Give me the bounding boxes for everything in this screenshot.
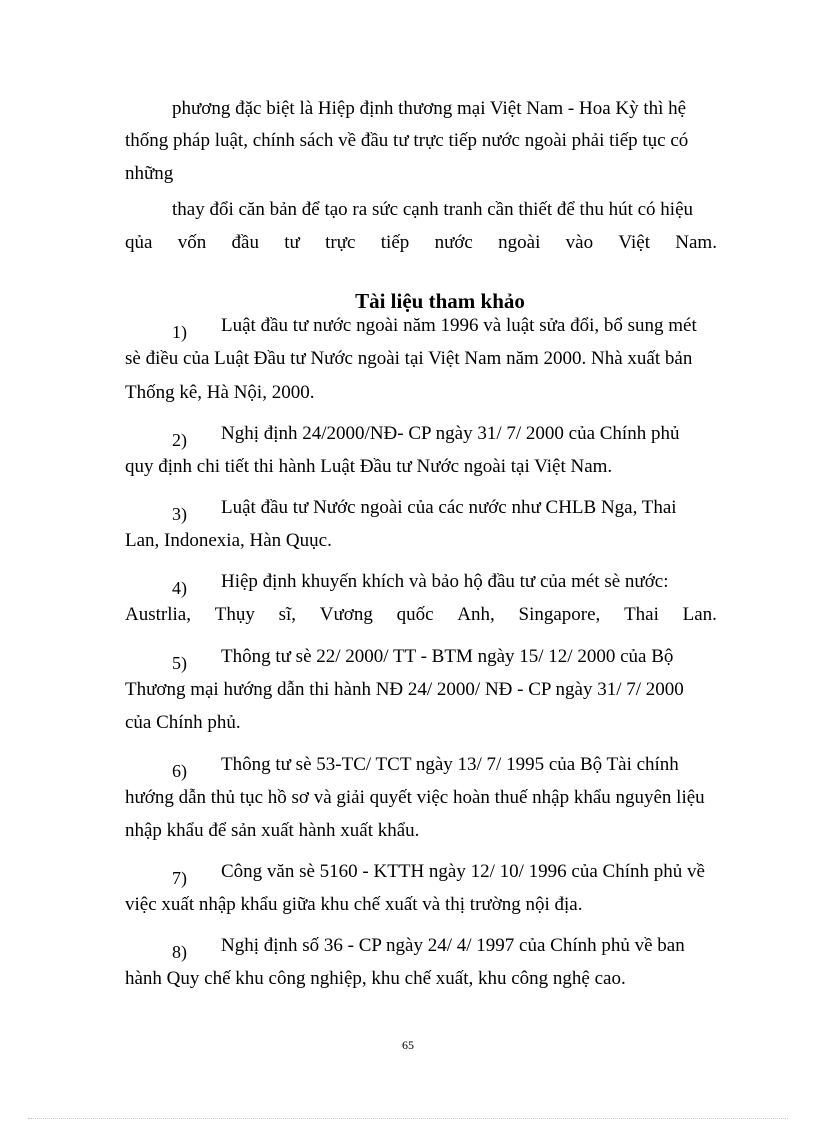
reference-3-line-1: Luật đầu tư Nước ngoài của các nước như CHLB Nga, Thai xyxy=(221,497,677,518)
intro-line-5-word: Việt xyxy=(618,232,650,253)
intro-line-5-word: trực xyxy=(325,232,356,253)
reference-6-line-1: Thông tư sè 53-TC/ TCT ngày 13/ 7/ 1995 của Bộ Tài chính xyxy=(221,754,679,775)
reference-number-8: 8) xyxy=(172,942,187,962)
intro-line-5-word: vốn xyxy=(177,232,207,253)
reference-4-line-2-word: quốc xyxy=(396,604,434,625)
reference-1-line-2: sè điều của Luật Đầu tư Nước ngoài tại Việt Nam năm 2000. Nhà xuất bản xyxy=(125,348,693,369)
reference-6-line-3: nhập khẩu để sản xuất hành xuất khẩu. xyxy=(125,820,420,841)
reference-4-line-2-word: Austrlia, xyxy=(125,604,191,625)
references-title: Tài liệu tham khảo xyxy=(355,289,525,313)
intro-line-5-word: nước xyxy=(434,232,473,253)
page-bottom-border xyxy=(28,1118,788,1119)
reference-4-line-2-word: sĩ, xyxy=(278,604,297,625)
reference-4-line-1: Hiệp định khuyến khích và bảo hộ đầu tư của mét sè nước: xyxy=(221,571,669,592)
intro-line-5-word: Nam. xyxy=(675,232,717,253)
reference-5-line-2: Thương mại hướng dẫn thi hành NĐ 24/ 2000/ NĐ - CP ngày 31/ 7/ 2000 xyxy=(125,679,684,700)
reference-2-line-2: quy định chi tiết thi hành Luật Đầu tư Nước ngoài tại Việt Nam. xyxy=(125,456,613,477)
reference-3-line-2: Lan, Indonexia, Hàn Quục. xyxy=(125,530,332,551)
intro-line-4: thay đổi căn bản để tạo ra sức cạnh tranh cần thiết để thu hút có hiệu xyxy=(172,199,693,220)
reference-8-line-2: hành Quy chế khu công nghiệp, khu chế xuất, khu công nghệ cao. xyxy=(125,968,626,989)
reference-number-2: 2) xyxy=(172,430,187,450)
intro-line-5-word: tư xyxy=(284,232,300,253)
reference-4-line-2-word: Thụy xyxy=(214,604,255,625)
intro-line-5-word: ngoài xyxy=(498,232,541,253)
reference-5-line-3: của Chính phủ. xyxy=(125,712,241,733)
reference-2-line-1: Nghị định 24/2000/NĐ- CP ngày 31/ 7/ 2000 của Chính phủ xyxy=(221,423,680,444)
reference-number-5: 5) xyxy=(172,653,187,673)
reference-number-3: 3) xyxy=(172,504,187,524)
reference-number-4: 4) xyxy=(172,578,187,598)
reference-6-line-2: hướng dẫn thủ tục hồ sơ và giải quyết việc hoàn thuế nhập khẩu nguyên liệu xyxy=(125,787,705,808)
intro-line-5-word: đầu xyxy=(231,232,259,253)
reference-number-6: 6) xyxy=(172,761,187,781)
reference-7-line-1: Công văn sè 5160 - KTTH ngày 12/ 10/ 1996 của Chính phủ về xyxy=(221,861,705,882)
reference-1-line-1: Luật đầu tư nước ngoài năm 1996 và luật sửa đổi, bổ sung mét xyxy=(221,315,697,336)
reference-number-7: 7) xyxy=(172,868,187,888)
intro-line-3: những xyxy=(125,163,174,184)
reference-4-line-2-word: Lan. xyxy=(682,604,717,625)
reference-4-line-2 xyxy=(125,604,717,626)
page-number: 65 xyxy=(402,1038,414,1052)
reference-8-line-1: Nghị định số 36 - CP ngày 24/ 4/ 1997 của Chính phủ về ban xyxy=(221,935,685,956)
reference-7-line-2: việc xuất nhập khẩu giữa khu chế xuất và thị trường nội địa. xyxy=(125,894,583,915)
intro-line-5-word: qủa xyxy=(125,232,153,253)
reference-1-line-3: Thống kê, Hà Nội, 2000. xyxy=(125,382,315,403)
intro-line-5-word: tiếp xyxy=(380,232,410,253)
reference-4-line-2-word: Vương xyxy=(319,604,373,625)
reference-4-line-2-word: Thai xyxy=(624,604,659,625)
reference-4-line-2-word: Anh, xyxy=(457,604,495,625)
intro-line-1: phương đặc biệt là Hiệp định thương mại Việt Nam - Hoa Kỳ thì hệ xyxy=(172,98,687,119)
reference-5-line-1: Thông tư sè 22/ 2000/ TT - BTM ngày 15/ 12/ 2000 của Bộ xyxy=(221,646,674,667)
intro-line-5-word: vào xyxy=(565,232,594,253)
intro-line-2: thống pháp luật, chính sách về đầu tư trực tiếp nước ngoài phải tiếp tục có xyxy=(125,130,689,151)
intro-line-5 xyxy=(125,232,717,254)
reference-4-line-2-word: Singapore, xyxy=(518,604,601,625)
reference-number-1: 1) xyxy=(172,322,187,342)
